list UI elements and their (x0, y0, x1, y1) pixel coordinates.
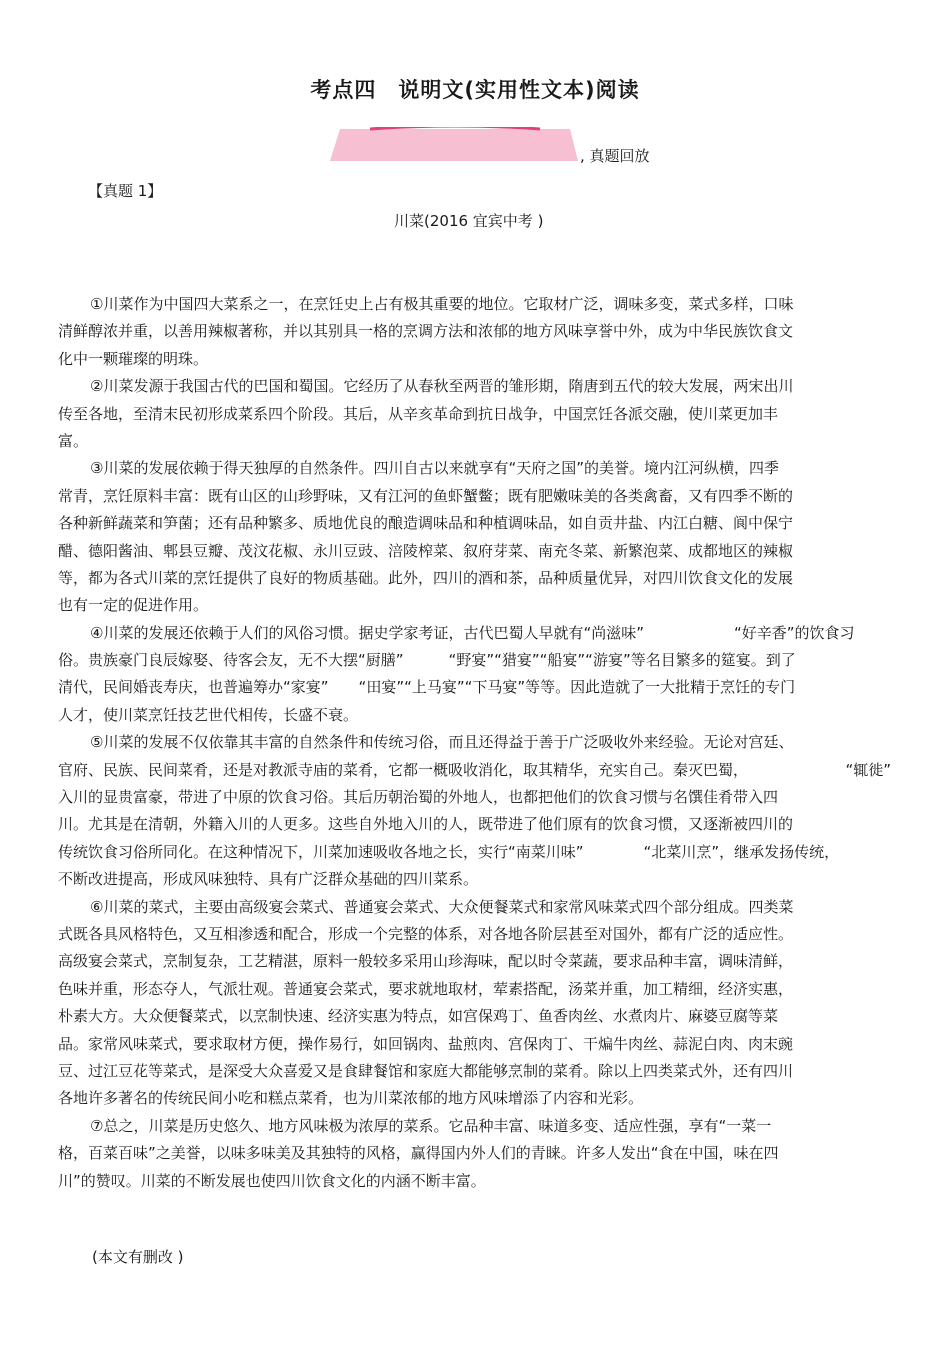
article-line: 等，都为各式川菜的烹饪提供了良好的物质基础。此外，四川的酒和茶，品种质量优异，对四川饮食文化的发展 (58, 568, 794, 587)
article-line: 常青，烹饪原料丰富：既有山区的山珍野味，又有江河的鱼虾蟹鳖；既有肥嫩味美的各类禽畜，又有四季不断的 (58, 486, 794, 505)
article-line: 色味并重，形态夺人，气派壮观。普通宴会菜式，要求就地取材，荤素搭配，汤菜并重，加工精细，经济实惠， (58, 979, 794, 998)
article-line: ①川菜作为中国四大菜系之一，在烹饪史上占有极其重要的地位。它取材广泛，调味多变，菜式多样，口味 (90, 295, 794, 313)
article-line: 各地许多著名的传统民间小吃和糕点菜肴，也为川菜浓郁的地方风味增添了内容和光彩。 (58, 1089, 644, 1108)
article-line: 式既各具风格特色，又互相渗透和配合，形成一个完整的体系，对各地各阶层甚至对国外，都有广泛的适应性。 (58, 924, 794, 943)
article-line: 官府、民族、民间菜肴，还是对教派寺庙的菜肴，它都一概吸收消化，取其精华，充实自己。秦灭巴蜀， “辄徙” (58, 760, 892, 779)
article-line: 人才，使川菜烹饪技艺世代相传，长盛不衰。 (58, 705, 359, 724)
article-line: 高级宴会菜式，烹制复杂，工艺精湛，原料一般较多采用山珍海味，配以时令菜蔬，要求品种丰富，调味清鲜， (58, 952, 794, 971)
article-line: ③川菜的发展依赖于得天独厚的自然条件。四川自古以来就享有“天府之国”的美誉。境内江河纵横，四季 (90, 459, 779, 478)
article-body (58, 291, 892, 1195)
title-section-name: 说明文(实用性文本)阅读 (398, 78, 640, 102)
article-line: 不断改进提高，形成风味独特、具有广泛群众基础的四川菜系。 (58, 870, 479, 889)
article-line: 清代，民间婚丧寿庆，也普遍筹办“家宴” “田宴”“上马宴”“下马宴”等等。因此造就了一大批精于烹饪的专门 (58, 678, 796, 697)
article-line: ④川菜的发展还依赖于人们的风俗习惯。据史学家考证，古代巴蜀人早就有“尚滋味” “好辛香”的饮食习 (90, 623, 855, 642)
article-line: ②川菜发源于我国古代的巴国和蜀国。它经历了从春秋至两晋的雏形期，隋唐到五代的较大发展，两宋出川 (90, 377, 794, 396)
article-line: 传统饮食习俗所同化。在这种情况下，川菜加速吸收各地之长，实行“南菜川味” “北菜川烹”，继承发扬传统， (58, 842, 840, 861)
article-line: ⑥川菜的菜式，主要由高级宴会菜式、普通宴会菜式、大众便餐菜式和家常风味菜式四个部分组成。四类菜 (90, 897, 794, 916)
article-line: 入川的显贵富豪，带进了中原的饮食习俗。其后历朝治蜀的外地人，也都把他们的饮食习惯与名馔佳肴带入四 (58, 788, 779, 807)
article-line: 格，百菜百味”之美誉，以味多味美及其独特的风格，赢得国内外人们的青睐。许多人发出“食在中国，味在四 (58, 1144, 779, 1163)
article-line: 川”的赞叹。川菜的不断发展也使四川饮食文化的内涵不断丰富。 (58, 1171, 486, 1190)
banner-label: , 真题回放 (580, 147, 650, 165)
question-label: 【真题 1】 (88, 182, 163, 200)
page-title (0, 74, 950, 104)
article-line: ⑤川菜的发展不仅依靠其丰富的自然条件和传统习俗，而且还得益于善于广泛吸收外来经验。无论对宫廷、 (90, 733, 794, 752)
article-line: 化中一颗璀璨的明珠。 (58, 349, 209, 368)
article-line: 清鲜醇浓并重，以善用辣椒著称，并以其别具一格的烹调方法和浓郁的地方风味享誉中外，成为中华民族饮食文 (58, 322, 794, 341)
article-line: 朴素大方。大众便餐菜式，以烹制快速、经济实惠为特点，如宫保鸡丁、鱼香肉丝、水煮肉片、麻婆豆腐等菜 (58, 1007, 779, 1026)
article-line: 俗。贵族豪门良辰嫁娶、待客会友，无不大摆“厨膳” “野宴”“猎宴”“船宴”“游宴”等名目繁多的筵宴。到了 (58, 651, 796, 670)
article-line: 也有一定的促进作用。 (58, 596, 209, 615)
article-line: 各种新鲜蔬菜和笋菌；还有品种繁多、质地优良的酿造调味品和种植调味品，如自贡井盐、内江白糖、阆中保宁 (58, 514, 794, 533)
article-line: 醋、德阳酱油、郫县豆瓣、茂汶花椒、永川豆豉、涪陵榨菜、叙府芽菜、南充冬菜、新繁泡菜、成都地区的辣椒 (58, 541, 794, 560)
title-section-number: 考点四 (310, 78, 377, 102)
article-line: 品。家常风味菜式，要求取材方便，操作易行，如回锅肉、盐煎肉、宫保肉丁、干煸牛肉丝、蒜泥白肉、肉末豌 (58, 1034, 794, 1053)
article-line: 豆、过江豆花等菜式，是深受大众喜爱又是食肆餐馆和家庭大都能够烹制的菜肴。除以上四类菜式外，还有四川 (58, 1061, 794, 1080)
pink-banner-decoration (330, 127, 578, 163)
article-line: 川。尤其是在清朝，外籍入川的人更多。这些自外地入川的人，既带进了他们原有的饮食习惯，又逐渐被四川的 (58, 815, 794, 834)
article-line: ⑦总之，川菜是历史悠久、地方风味极为浓厚的菜系。它品种丰富、味道多变、适应性强，享有“一菜一 (90, 1116, 772, 1135)
edit-note: (本文有删改 ) (92, 1248, 184, 1266)
article-title: 川菜(2016 宜宾中考 ) (394, 212, 544, 230)
article-line: 富。 (58, 431, 89, 450)
article-line: 传至各地，至清末民初形成菜系四个阶段。其后，从辛亥革命到抗日战争，中国烹饪各派交融，使川菜更加丰 (58, 404, 779, 423)
